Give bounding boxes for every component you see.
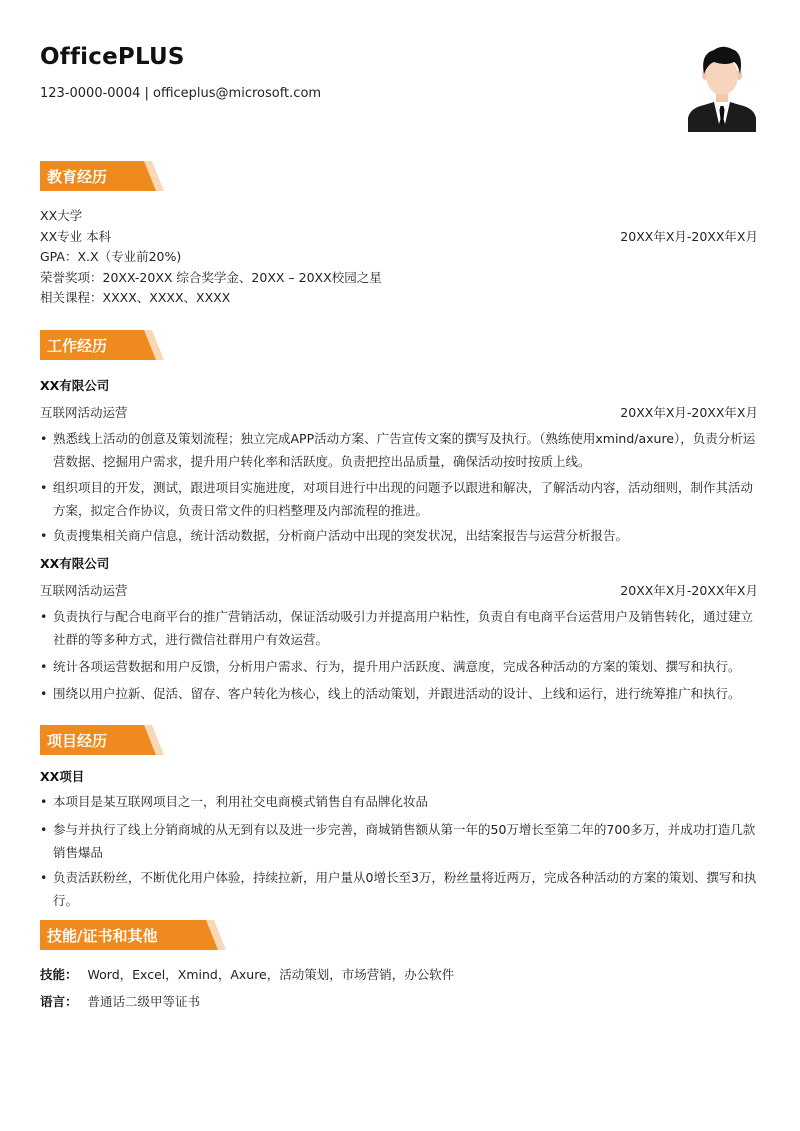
section-skills-title: 技能/证书和其他 xyxy=(47,927,158,945)
job-bullet-text: 围绕以用户拉新、促活、留存、客户转化为核心，线上的活动策划，并跟进活动的设计、上线和运行，进行统筹推广和执行。 xyxy=(53,686,741,701)
project-bullet xyxy=(40,790,762,813)
job-date: 20XX年X月-20XX年X月 xyxy=(620,405,758,420)
courses: 相关课程：XXXX、XXXX、XXXX xyxy=(40,290,231,305)
contact-info: 123-0000-0004 | officeplus@microsoft.com xyxy=(40,86,322,101)
project-bullet-text: 负责活跃粉丝，不断优化用户体验，持续拉新，用户量从0增长至3万，粉丝量将近两万，完成各种活动的方案的策划、撰写和执行。 xyxy=(53,870,757,908)
bullet-icon: • xyxy=(40,659,48,674)
job-bullet-text: 熟悉线上活动的创意及策划流程；独立完成APP活动方案、广告宣传文案的撰写及执行。（熟练使用xmind/axure），负责分析运营数据、挖掘用户需求，提升用户转化率和活跃度。负责把控出品质量，确保活动按时按质上线。 xyxy=(53,431,756,469)
bullet-icon: • xyxy=(40,686,48,701)
language-label: 语言： xyxy=(40,994,78,1009)
bullet-icon: • xyxy=(40,528,48,543)
honors: 荣誉奖项：20XX-20XX 综合奖学金、20XX – 20XX校园之星 xyxy=(40,270,382,285)
job-bullet-text: 组织项目的开发，测试，跟进项目实施进度，对项目进行中出现的问题予以跟进和解决，了解活动内容，活动细则，制作其活动方案，拟定合作协议，负责日常文件的归档整理及内部流程的推进。 xyxy=(53,480,754,518)
job-date: 20XX年X月-20XX年X月 xyxy=(620,583,758,598)
section-project-title: 项目经历 xyxy=(47,732,108,750)
resume-name: OfficePLUS xyxy=(40,44,185,70)
job-bullet xyxy=(40,427,762,473)
bullet-icon: • xyxy=(40,609,48,624)
project-bullet xyxy=(40,866,762,912)
skills-row xyxy=(40,965,454,983)
avatar-icon xyxy=(688,44,756,132)
project-bullet-text: 本项目是某互联网项目之一，利用社交电商模式销售自有品牌化妆品 xyxy=(53,794,429,809)
job-bullet xyxy=(40,655,762,678)
bullet-icon: • xyxy=(40,822,48,837)
language-row xyxy=(40,992,200,1010)
job-bullet-text: 负责搜集相关商户信息，统计活动数据，分析商户活动中出现的突发状况，出结案报告与运营分析报告。 xyxy=(53,528,629,543)
education-date: 20XX年X月-20XX年X月 xyxy=(620,229,758,244)
bullet-icon: • xyxy=(40,480,48,495)
bullet-icon: • xyxy=(40,794,48,809)
job-bullet-text: 统计各项运营数据和用户反馈，分析用户需求、行为，提升用户活跃度、满意度，完成各种活动的方案的策划、撰写和执行。 xyxy=(53,659,741,674)
job-role: 互联网活动运营 xyxy=(40,583,128,598)
skills-label: 技能： xyxy=(40,967,78,982)
bullet-icon: • xyxy=(40,870,48,885)
bullet-icon: • xyxy=(40,431,48,446)
job-bullet xyxy=(40,682,762,705)
major-degree: XX专业 本科 xyxy=(40,229,112,244)
job-bullet-text: 负责执行与配合电商平台的推广营销活动，保证活动吸引力并提高用户粘性，负责自有电商平台运营用户及销售转化，通过建立社群的等多种方式，进行微信社群用户有效运营。 xyxy=(53,609,754,647)
skills-value: Word，Excel，Xmind，Axure，活动策划，市场营销，办公软件 xyxy=(87,967,455,982)
job-company: XX有限公司 xyxy=(40,378,110,393)
gpa: GPA：X.X（专业前20%) xyxy=(40,249,182,264)
school-name: XX大学 xyxy=(40,208,83,223)
section-education-title: 教育经历 xyxy=(47,168,108,186)
project-name: XX项目 xyxy=(40,769,85,784)
job-role: 互联网活动运营 xyxy=(40,405,128,420)
job-bullet xyxy=(40,524,762,547)
project-bullet-text: 参与并执行了线上分销商城的从无到有以及进一步完善，商城销售额从第一年的50万增长至第二年的700多万，并成功打造几款销售爆品 xyxy=(53,822,756,860)
job-bullet xyxy=(40,476,762,522)
project-bullet xyxy=(40,818,762,864)
section-education-header xyxy=(40,161,164,191)
section-project-header xyxy=(40,725,164,755)
section-work-title: 工作经历 xyxy=(47,337,108,355)
section-work-header xyxy=(40,330,164,360)
job-bullet xyxy=(40,605,762,651)
job-company: XX有限公司 xyxy=(40,556,110,571)
section-skills-header xyxy=(40,920,226,950)
language-value: 普通话二级甲等证书 xyxy=(87,994,201,1009)
